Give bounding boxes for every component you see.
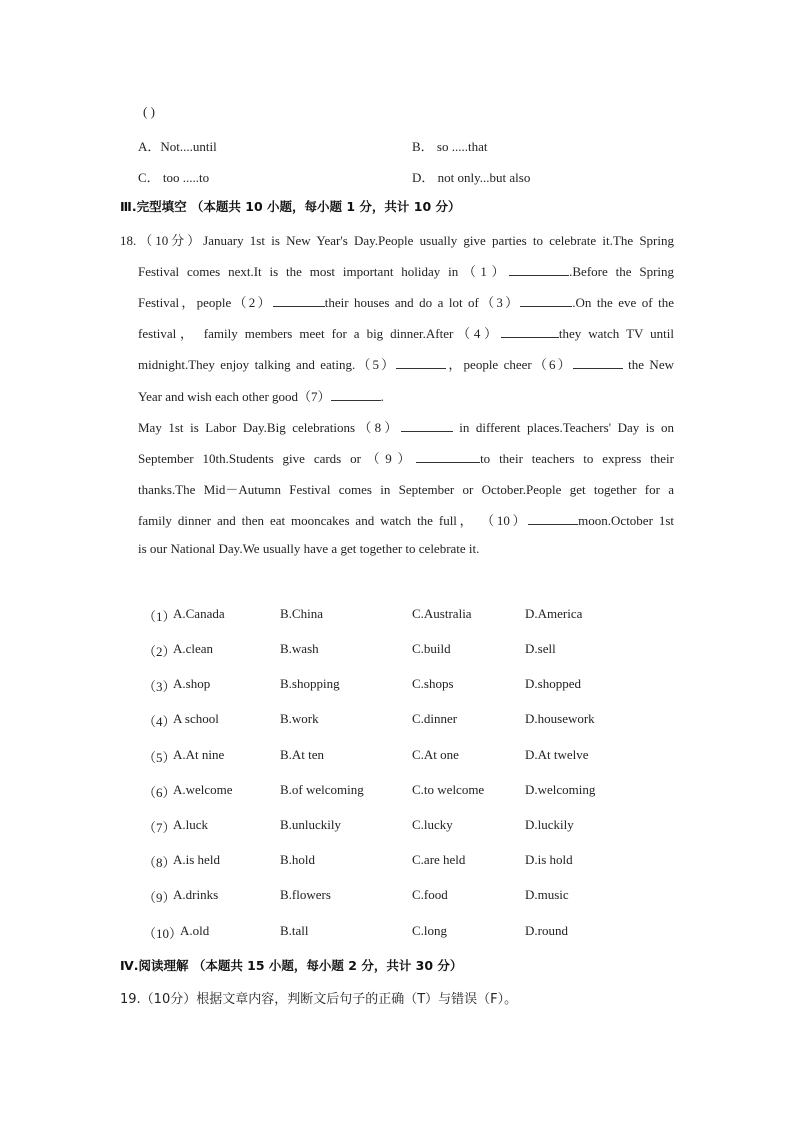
passage-line-9: thanks.The Mid－Autumn Festival comes in September or October.People get together for a [138, 482, 674, 497]
choice-a: A.At nine [173, 747, 225, 762]
passage-line-3: Festival，people（2） their houses and do a lot of（3） .On the eve of the [138, 295, 674, 310]
passage-line-10: family dinner and then eat mooncakes and watch the full， （10） moon.October 1st [138, 513, 674, 528]
choice-number: （8） [143, 855, 176, 870]
choice-c: C.Australia [412, 606, 472, 621]
answer-paren: ( ) [143, 104, 155, 119]
choice-b: B.hold [280, 852, 316, 867]
choice-c: C.lucky [412, 817, 453, 832]
choice-d: D.America [525, 606, 583, 621]
option-d: D． not only...but also [412, 170, 531, 185]
choice-b: B.wash [280, 641, 319, 656]
choice-a: A.clean [173, 641, 214, 656]
choice-number: （2） [143, 644, 176, 659]
choice-number: （9） [143, 890, 176, 905]
choice-d: D.sell [525, 641, 556, 656]
choice-a: A.drinks [173, 887, 219, 902]
passage-line-2: Festival comes next.It is the most important holiday in（1） .Before the Spring [138, 264, 675, 279]
choice-number: （4） [143, 714, 176, 729]
choice-b: B.China [280, 606, 323, 621]
choice-d: D.shopped [525, 676, 581, 691]
choice-c: C.shops [412, 676, 454, 691]
option-c: C． too .....to [138, 170, 210, 185]
choice-b: B.At ten [280, 747, 325, 762]
choice-d: D.housework [525, 711, 595, 726]
passage-line-8: September 10th.Students give cards or（9） to their teachers to express their [138, 451, 674, 466]
passage-line-5: midnight.They enjoy talking and eating.（5） ，people cheer（6） the New [138, 357, 674, 372]
passage-line-4: festival， family members meet for a big dinner.After（4） they watch TV until [138, 326, 675, 341]
choice-c: C.At one [412, 747, 459, 762]
choice-c: C.dinner [412, 711, 458, 726]
passage-line-11: is our National Day.We usually have a get together to celebrate it. [138, 541, 480, 556]
choice-b: B.tall [280, 923, 309, 938]
choice-c: C.are held [412, 852, 466, 867]
option-b: B． so .....that [412, 139, 488, 154]
choice-b: B.work [280, 711, 319, 726]
passage-line-1: 18.（10分）January 1st is New Year's Day.People usually give parties to celebrate it.The Spring [120, 233, 674, 248]
choice-b: B.flowers [280, 887, 331, 902]
choice-a: A.welcome [173, 782, 233, 797]
choice-c: C.long [412, 923, 448, 938]
passage-line-7: May 1st is Labor Day.Big celebrations（8） in different places.Teachers' Day is on [138, 420, 674, 435]
choice-d: D.is hold [525, 852, 573, 867]
choice-d: D.music [525, 887, 569, 902]
choice-number: （10） [143, 926, 183, 941]
section-3-heading: Ⅲ.完型填空 （本题共 10 小题，每小题 1 分，共计 10 分） [120, 199, 461, 214]
choice-b: B.shopping [280, 676, 340, 691]
choice-a: A.Canada [173, 606, 225, 621]
choice-a: A school [173, 711, 219, 726]
q19-instruction: 19.（10分）根据文章内容，判断文后句子的正确（T）与错误（F）。 [120, 992, 518, 1007]
choice-a: A.luck [173, 817, 209, 832]
choice-b: B.of welcoming [280, 782, 364, 797]
choice-b: B.unluckily [280, 817, 342, 832]
choice-c: C.build [412, 641, 451, 656]
choice-number: （1） [143, 609, 176, 624]
choice-d: D.At twelve [525, 747, 589, 762]
passage-line-6: Year and wish each other good（7） . [138, 389, 384, 404]
choice-d: D.welcoming [525, 782, 596, 797]
choice-number: （6） [143, 785, 176, 800]
choice-number: （3） [143, 679, 176, 694]
section-4-heading: Ⅳ.阅读理解 （本题共 15 小题，每小题 2 分，共计 30 分） [120, 958, 463, 973]
choice-a: A.is held [173, 852, 220, 867]
choice-c: C.food [412, 887, 448, 902]
choice-d: D.luckily [525, 817, 574, 832]
choice-a: A.old [180, 923, 210, 938]
choice-number: （5） [143, 750, 176, 765]
option-a: A．Not....until [138, 139, 217, 154]
choice-c: C.to welcome [412, 782, 485, 797]
choice-number: （7） [143, 820, 176, 835]
choice-d: D.round [525, 923, 568, 938]
choice-a: A.shop [173, 676, 211, 691]
